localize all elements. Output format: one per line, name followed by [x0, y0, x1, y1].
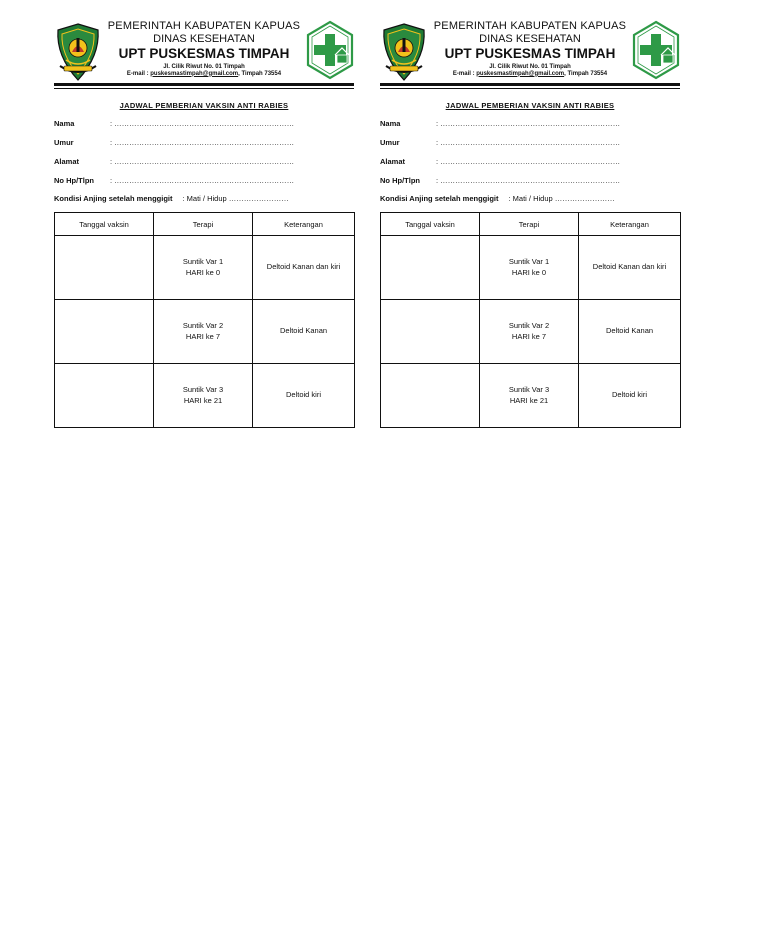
- field-value[interactable]: : ………………………………………………………………: [436, 138, 621, 147]
- field-label: Alamat: [380, 157, 406, 166]
- institution-name: UPT PUSKESMAS TIMPAH: [444, 46, 616, 62]
- kondisi-label: Kondisi Anjing setelah menggigit: [54, 194, 173, 203]
- email-link[interactable]: puskesmastimpah@gmail.com: [476, 70, 565, 77]
- field-label: Alamat: [54, 157, 80, 166]
- table-row: [55, 364, 355, 428]
- institution-name: UPT PUSKESMAS TIMPAH: [118, 46, 290, 62]
- tanggal-vaksin-cell[interactable]: [381, 300, 480, 364]
- field-kondisi-anjing: [380, 194, 680, 203]
- keterangan-cell: Deltoid Kanan: [253, 300, 355, 364]
- terapi-dose: Suntik Var 2: [508, 321, 550, 331]
- vaccine-card-left: [54, 14, 354, 434]
- letterhead: [54, 14, 354, 86]
- table-row: [381, 300, 681, 364]
- email-suffix: , Timpah 73554: [564, 70, 608, 77]
- terapi-cell: [154, 236, 253, 300]
- tanggal-vaksin-cell[interactable]: [381, 364, 480, 428]
- department-name: DINAS KESEHATAN: [479, 32, 581, 45]
- terapi-day: HARI ke 7: [185, 331, 221, 341]
- kondisi-value[interactable]: : Mati / Hidup ……………………: [182, 194, 289, 203]
- table-header-row: [55, 213, 355, 236]
- terapi-day: HARI ke 0: [185, 267, 221, 277]
- letterhead-rule-thin: [380, 88, 680, 89]
- kondisi-label: Kondisi Anjing setelah menggigit: [380, 194, 499, 203]
- terapi-cell: [480, 236, 579, 300]
- email-link[interactable]: puskesmastimpah@gmail.com: [150, 70, 239, 77]
- field-label: No Hp/Tlpn: [54, 176, 94, 185]
- terapi-day: HARI ke 0: [511, 267, 547, 277]
- address: Jl. Cilik Riwut No. 01 Timpah: [163, 63, 245, 70]
- document-title: JADWAL PEMBERIAN VAKSIN ANTI RABIES: [119, 101, 289, 110]
- terapi-cell: [154, 364, 253, 428]
- header-keterangan: Keterangan: [253, 213, 355, 236]
- terapi-cell: [154, 300, 253, 364]
- table-row: [381, 236, 681, 300]
- vaccine-schedule-table: [54, 212, 355, 428]
- field-value[interactable]: : ………………………………………………………………: [110, 157, 295, 166]
- department-name: DINAS KESEHATAN: [153, 32, 255, 45]
- table-row: [55, 236, 355, 300]
- contact-line: [430, 71, 630, 78]
- letterhead-rule-thick: [54, 83, 354, 86]
- terapi-day: HARI ke 7: [511, 331, 547, 341]
- puskesmas-green-cross-icon: [632, 20, 680, 80]
- kabupaten-kapuas-emblem-icon: [380, 22, 428, 82]
- table-row: [381, 364, 681, 428]
- email-prefix: E-mail :: [126, 70, 149, 77]
- tanggal-vaksin-cell[interactable]: [55, 236, 154, 300]
- email-prefix: E-mail :: [452, 70, 475, 77]
- vaccine-card-right: [380, 14, 680, 434]
- keterangan-cell: Deltoid kiri: [579, 364, 681, 428]
- letterhead-text: [430, 20, 630, 78]
- table-header-row: [381, 213, 681, 236]
- contact-line: [104, 71, 304, 78]
- field-value[interactable]: : ………………………………………………………………: [110, 119, 295, 128]
- terapi-dose: Suntik Var 3: [182, 385, 224, 395]
- field-kondisi-anjing: [54, 194, 354, 203]
- letterhead-text: [104, 20, 304, 78]
- header-keterangan: Keterangan: [579, 213, 681, 236]
- field-value[interactable]: : ………………………………………………………………: [436, 176, 621, 185]
- terapi-dose: Suntik Var 1: [182, 257, 224, 267]
- terapi-day: HARI ke 21: [183, 395, 223, 405]
- puskesmas-green-cross-icon: [306, 20, 354, 80]
- letterhead-rule-thick: [380, 83, 680, 86]
- header-tanggal-vaksin: Tanggal vaksin: [381, 213, 480, 236]
- field-value[interactable]: : ………………………………………………………………: [436, 157, 621, 166]
- keterangan-cell: Deltoid kiri: [253, 364, 355, 428]
- field-value[interactable]: : ………………………………………………………………: [110, 176, 295, 185]
- field-value[interactable]: : ………………………………………………………………: [110, 138, 295, 147]
- header-terapi: Terapi: [480, 213, 579, 236]
- terapi-cell: [480, 300, 579, 364]
- tanggal-vaksin-cell[interactable]: [55, 364, 154, 428]
- keterangan-cell: Deltoid Kanan: [579, 300, 681, 364]
- email-suffix: , Timpah 73554: [238, 70, 282, 77]
- header-terapi: Terapi: [154, 213, 253, 236]
- field-label: Nama: [54, 119, 75, 128]
- field-label: Umur: [54, 138, 74, 147]
- field-label: No Hp/Tlpn: [380, 176, 420, 185]
- terapi-cell: [480, 364, 579, 428]
- government-name: PEMERINTAH KABUPATEN KAPUAS: [107, 20, 301, 32]
- field-label: Nama: [380, 119, 401, 128]
- letterhead: [380, 14, 680, 86]
- keterangan-cell: Deltoid Kanan dan kiri: [253, 236, 355, 300]
- document-title: JADWAL PEMBERIAN VAKSIN ANTI RABIES: [445, 101, 615, 110]
- kabupaten-kapuas-emblem-icon: [54, 22, 102, 82]
- vaccine-schedule-table: [380, 212, 681, 428]
- terapi-dose: Suntik Var 2: [182, 321, 224, 331]
- tanggal-vaksin-cell[interactable]: [55, 300, 154, 364]
- terapi-dose: Suntik Var 3: [508, 385, 550, 395]
- terapi-dose: Suntik Var 1: [508, 257, 550, 267]
- keterangan-cell: Deltoid Kanan dan kiri: [579, 236, 681, 300]
- address: Jl. Cilik Riwut No. 01 Timpah: [489, 63, 571, 70]
- letterhead-rule-thin: [54, 88, 354, 89]
- header-tanggal-vaksin: Tanggal vaksin: [55, 213, 154, 236]
- table-row: [55, 300, 355, 364]
- tanggal-vaksin-cell[interactable]: [381, 236, 480, 300]
- kondisi-value[interactable]: : Mati / Hidup ……………………: [508, 194, 615, 203]
- field-value[interactable]: : ………………………………………………………………: [436, 119, 621, 128]
- terapi-day: HARI ke 21: [509, 395, 549, 405]
- government-name: PEMERINTAH KABUPATEN KAPUAS: [433, 20, 627, 32]
- field-label: Umur: [380, 138, 400, 147]
